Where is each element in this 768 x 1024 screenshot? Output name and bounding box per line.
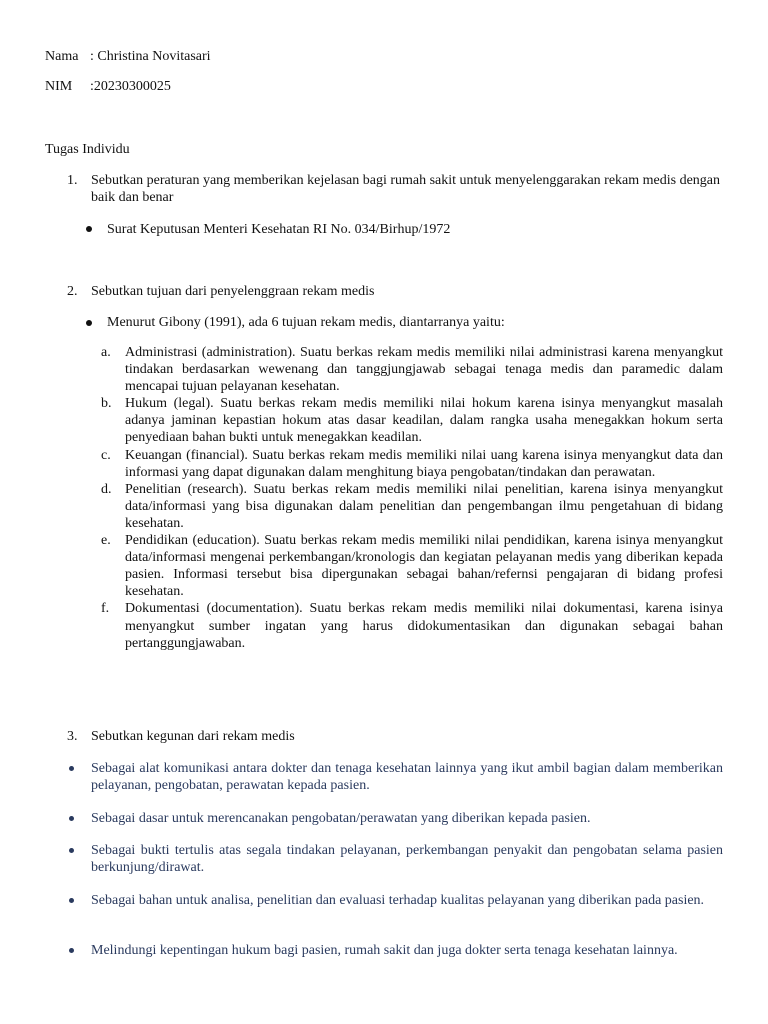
list-item [101, 532, 723, 600]
q1-answer: Surat Keputusan Menteri Kesehatan RI No. 034/Birhup/1972 [107, 222, 451, 237]
list-item-text: Administrasi (administration). Suatu berkas rekam medis memiliki nilai administrasi karena menyangkut tindakan berdasarkan wewenang dan tanggjungjawab sebagai tenaga medis dan paramedic dalam mencapai tujuan pelayanan kesehatan. [125, 345, 723, 395]
assignment-title: Tugas Individu [45, 142, 130, 157]
list-item-letter: d. [101, 481, 112, 497]
list-item [101, 395, 723, 446]
list-item [101, 481, 723, 532]
list-item-letter: b. [101, 396, 112, 412]
q3-item-1: Sebagai alat komunikasi antara dokter dan tenaga kesehatan lainnya yang ikut ambil bagian dalam memberikan pelayanan, pengobatan, perawatan kepada pasien. [91, 761, 723, 793]
bullet-icon [69, 948, 74, 953]
list-item-text: Dokumentasi (documentation). Suatu berkas rekam medis memiliki nilai dokumentasi, karena isinya menyangkut sumber ingatan yang harus didokumentasikan dan digunakan sebagai bahan pertanggungjawaban. [125, 601, 723, 651]
list-item-text: Pendidikan (education). Suatu berkas rekam medis memiliki nilai pendidikan, karena isinya menyangkut data/informasi mengenai perkembangan/kronologis dan kegiatan pelayanan medis yang diberikan kepada pasien. Informasi tersebut bisa dipergunakan sebagai bahan/refernsi pengajaran di bidang profesi kesehatan. [125, 533, 723, 600]
list-item-text: Penelitian (research). Suatu berkas rekam medis memiliki nilai penelitian, karena isinya menyangkut data/informasi yang bisa digunakan dalam penelitian dan pengembangan ilmu pengetahuan di bidang kesehatan. [125, 481, 723, 531]
list-item-text: Hukum (legal). Suatu berkas rekam medis memiliki nilai hokum karena isinya menyangkut masalah adanya jaminan kepastian hokum atas dasar keadilan, dalam rangka usaha menegakkan hokum serta penyediaan bahan bukti untuk menegakkan keadilan. [125, 396, 723, 446]
list-item [101, 447, 723, 481]
bullet-icon [86, 320, 92, 326]
bullet-icon [69, 848, 74, 853]
bullet-icon [86, 226, 92, 232]
q3-number: 3. [67, 729, 78, 744]
list-item-letter: f. [101, 601, 110, 617]
list-item [101, 344, 723, 395]
bullet-icon [69, 766, 74, 771]
list-item-letter: e. [101, 533, 111, 549]
q1-number: 1. [67, 173, 78, 188]
q2-intro: Menurut Gibony (1991), ada 6 tujuan rekam medis, diantarranya yaitu: [107, 315, 505, 330]
name-label: Nama [45, 49, 79, 64]
name-value: : Christina Novitasari [90, 49, 211, 64]
q3-item-2: Sebagai dasar untuk merencanakan pengobatan/perawatan yang diberikan kepada pasien. [91, 811, 591, 826]
bullet-icon [69, 816, 74, 821]
nim-label: NIM [45, 79, 73, 94]
q3-question: Sebutkan kegunan dari rekam medis [91, 729, 295, 744]
nim-value: :20230300025 [90, 79, 171, 94]
bullet-icon [69, 898, 74, 903]
list-item-letter: c. [101, 447, 111, 463]
q2-number: 2. [67, 284, 78, 299]
list-item [101, 600, 723, 651]
q1-question: Sebutkan peraturan yang memberikan kejelasan bagi rumah sakit untuk menyelenggarakan rekam medis dengan baik dan benar [91, 173, 721, 205]
q3-item-5: Melindungi kepentingan hukum bagi pasien, rumah sakit dan juga dokter serta tenaga kesehatan lainnya. [91, 943, 678, 958]
q3-item-3: Sebagai bukti tertulis atas segala tindakan pelayanan, perkembangan penyakit dan pengobatan selama pasien berkunjung/dirawat. [91, 843, 723, 875]
q3-item-4: Sebagai bahan untuk analisa, penelitian dan evaluasi terhadap kualitas pelayanan yang diberikan pada pasien. [91, 893, 705, 908]
list-item-letter: a. [101, 345, 111, 360]
q2-objectives-list [101, 344, 723, 652]
q2-question: Sebutkan tujuan dari penyelenggraan rekam medis [91, 284, 375, 299]
list-item-text: Keuangan (financial). Suatu berkas rekam medis memiliki nilai uang karena isinya menyangkut data dan informasi yang dapat digunakan dalam menghitung biaya pengobatan/tindakan dan perawatan. [125, 447, 723, 480]
